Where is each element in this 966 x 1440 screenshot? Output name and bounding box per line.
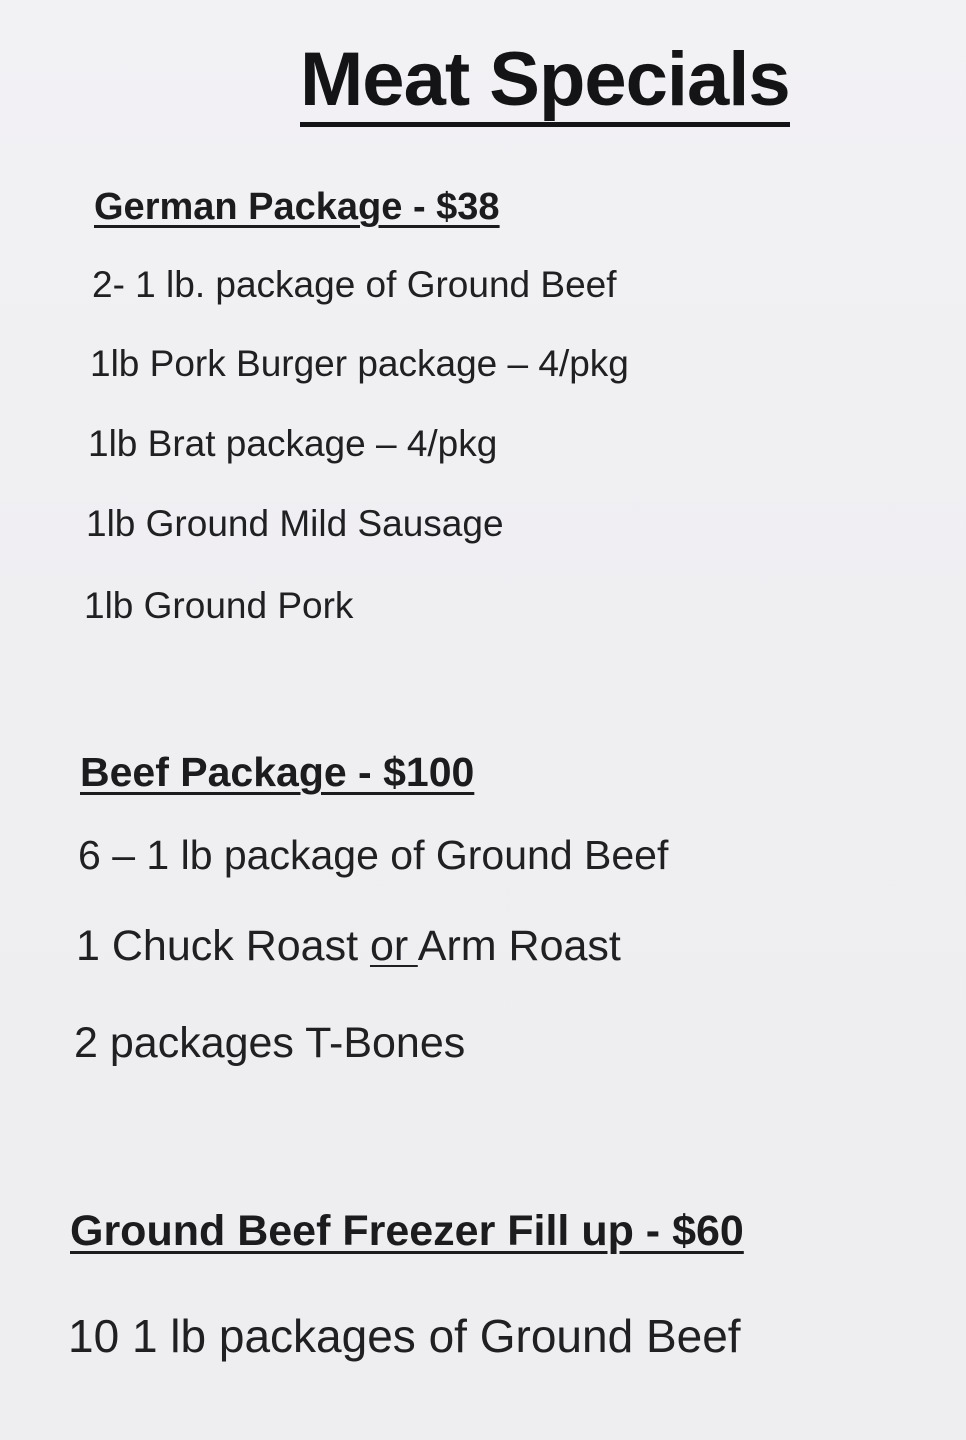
list-item: 2 packages T-Bones <box>74 1019 466 1067</box>
list-item: 6 – 1 lb package of Ground Beef <box>78 832 669 878</box>
list-item: 10 1 lb packages of Ground Beef <box>68 1310 741 1362</box>
list-item: 1lb Ground Pork <box>84 585 354 626</box>
list-item <box>76 922 621 970</box>
list-item-text: 1 Chuck Roast <box>76 922 370 970</box>
list-item: 2- 1 lb. package of Ground Beef <box>92 264 617 305</box>
list-item-emphasis: or <box>369 922 418 970</box>
list-item-text: Arm Roast <box>417 922 621 970</box>
list-item: 1lb Pork Burger package – 4/pkg <box>90 343 629 384</box>
section-heading: Beef Package - $100 <box>80 749 475 795</box>
section-heading: Ground Beef Freezer Fill up - $60 <box>70 1207 744 1255</box>
list-item: 1lb Ground Mild Sausage <box>86 503 504 544</box>
page-title: Meat Specials <box>300 42 790 127</box>
section-heading: German Package - $38 <box>94 186 500 228</box>
list-item: 1lb Brat package – 4/pkg <box>88 423 498 464</box>
